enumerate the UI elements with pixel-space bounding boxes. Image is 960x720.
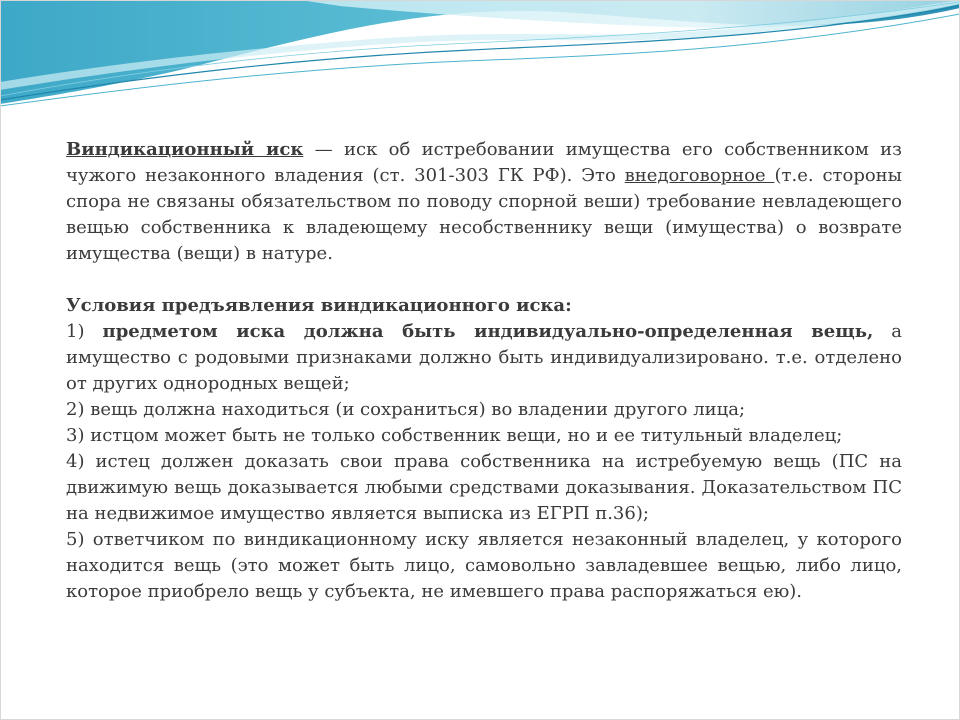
definition-term: Виндикационный иск: [66, 139, 304, 160]
condition-item-3: 3) истцом может быть не только собственник вещи, но и ее титульный владелец;: [66, 425, 843, 446]
definition-dash: —: [303, 139, 344, 160]
condition-item-1: [66, 319, 902, 397]
condition-item-2: 2) вещь должна находиться (и сохраниться) во владении другого лица;: [66, 399, 746, 420]
condition-item-4: 4) истец должен доказать свои права собственника на истребуемую вещь (ПС на движимую вещь доказывается любыми средствами доказывания. Доказательством ПС на недвижимое имущество является выписка из ЕГРП п.36);: [66, 451, 902, 524]
definition-underlined-word: внедоговорное: [624, 165, 775, 186]
wave-header-decoration: [0, 0, 960, 120]
text-content: [66, 137, 902, 605]
condition-item-1-rest: а имущество с родовыми признаками должно быть индивидуализировано. т.е. отделено от других однородных вещей;: [66, 321, 902, 394]
condition-item-1-prefix: 1): [66, 321, 103, 342]
definition-text-2: (т.е. стороны спора не связаны обязательством по поводу спорной веши) требование невладеющего вещью собственника к владеющему несобственнику вещи (имущества) о возврате имущества (вещи) в натуре.: [66, 165, 903, 264]
definition-paragraph: [66, 137, 902, 267]
conditions-heading: Условия предъявления виндикационного иска:: [66, 295, 572, 316]
definition-text-1: иск об истребовании имущества его собственником из чужого незаконного владения (ст. 301-303 ГК РФ). Это: [66, 139, 902, 186]
condition-item-5: 5) ответчиком по виндикационному иску является незаконный владелец, у которого находится вещь (это может быть лицо, самовольно завладевшее вещью, либо лицо, которое приобрело вещь у субъекта, не имевшего права распоряжаться ею).: [66, 529, 902, 602]
paragraph-gap: [66, 267, 902, 293]
condition-item-1-bold: предметом иска должна быть индивидуально-определенная вещь,: [102, 321, 874, 342]
